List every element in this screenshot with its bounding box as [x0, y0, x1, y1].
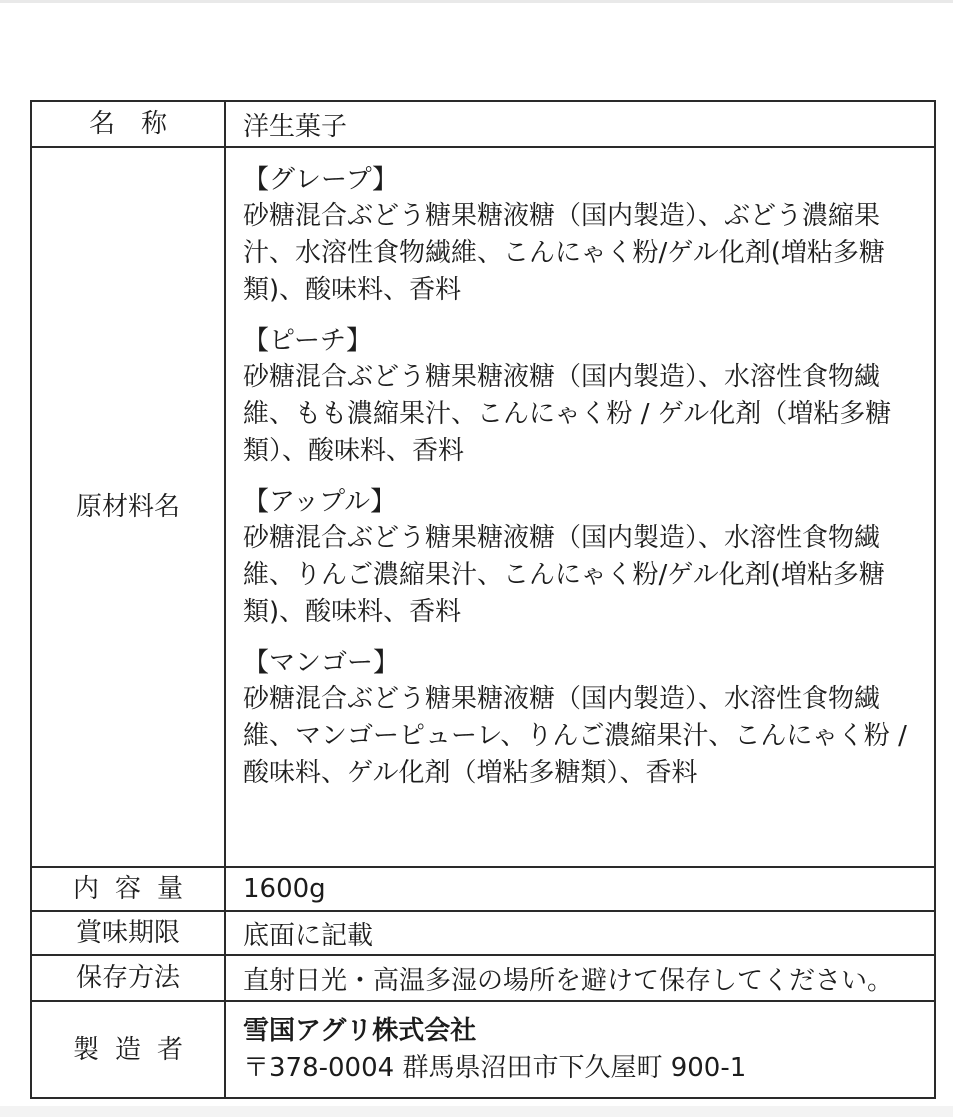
storage-label: 保存方法: [75, 963, 180, 993]
name-row: [31, 101, 935, 147]
volume-value-cell: [225, 867, 935, 911]
volume-row: [31, 867, 935, 911]
maker-label: 製造者: [72, 1034, 199, 1065]
best-before-label-cell: [31, 911, 225, 955]
volume-label: 内容量: [72, 874, 199, 904]
ingredient-heading: 【マンゴー】: [243, 648, 400, 678]
ingredient-block-mango: [243, 645, 914, 792]
maker-label-cell: [31, 1001, 225, 1098]
best-before-label: 賞味期限: [75, 918, 180, 948]
ingredient-heading: 【アップル】: [243, 487, 397, 517]
ingredients-value-cell: [225, 147, 935, 867]
best-before-row: [31, 911, 935, 955]
ingredients-list: [226, 148, 934, 806]
ingredients-label-cell: [31, 147, 225, 867]
name-label: 名 称: [88, 109, 167, 139]
maker-company: 雪国アグリ株式会社: [243, 1015, 477, 1046]
ingredient-heading: 【ピーチ】: [243, 326, 372, 356]
ingredients-label: 原材料名: [75, 492, 180, 522]
maker-row: [31, 1001, 935, 1098]
best-before-value: 底面に記載: [243, 920, 374, 951]
name-label-cell: [31, 101, 225, 147]
ingredient-text: 砂糖混合ぶどう糖果糖液糖（国内製造）、ぶどう濃縮果汁、水溶性食物繊維、こんにゃく粉/ゲル化剤(増粘多糖類)、酸味料、香料: [243, 201, 885, 305]
storage-label-cell: [31, 955, 225, 1001]
ingredient-block-peach: [243, 323, 914, 470]
storage-row: [31, 955, 935, 1001]
name-value-cell: [225, 101, 935, 147]
ingredient-text: 砂糖混合ぶどう糖果糖液糖（国内製造）、水溶性食物繊維、マンゴーピューレ、りんご濃縮果汁、こんにゃく粉 / 酸味料、ゲル化剤（増粘多糖類）、香料: [243, 684, 907, 788]
volume-label-cell: [31, 867, 225, 911]
best-before-value-cell: [225, 911, 935, 955]
bottom-border-band: [0, 1106, 953, 1117]
storage-value: 直射日光・高温多湿の場所を避けて保存してください。: [243, 965, 894, 996]
name-value: 洋生菓子: [243, 111, 348, 142]
storage-value-cell: [225, 955, 935, 1001]
food-label-table: [30, 100, 936, 1099]
ingredient-text: 砂糖混合ぶどう糖果糖液糖（国内製造）、水溶性食物繊維、りんご濃縮果汁、こんにゃく粉/ゲル化剤(増粘多糖類)、酸味料、香料: [243, 523, 885, 627]
ingredient-text: 砂糖混合ぶどう糖果糖液糖（国内製造）、水溶性食物繊維、もも濃縮果汁、こんにゃく粉 / ゲル化剤（増粘多糖類）、酸味料、香料: [243, 362, 892, 466]
maker-address: 〒378-0004 群馬県沼田市下久屋町 900-1: [243, 1052, 747, 1083]
ingredient-block-grape: [243, 162, 914, 309]
volume-value: 1600g: [243, 874, 326, 904]
top-border-band: [0, 0, 953, 3]
maker-value-cell: [225, 1001, 935, 1098]
ingredient-block-apple: [243, 484, 914, 631]
ingredient-heading: 【グレープ】: [243, 165, 398, 195]
ingredients-row: [31, 147, 935, 867]
